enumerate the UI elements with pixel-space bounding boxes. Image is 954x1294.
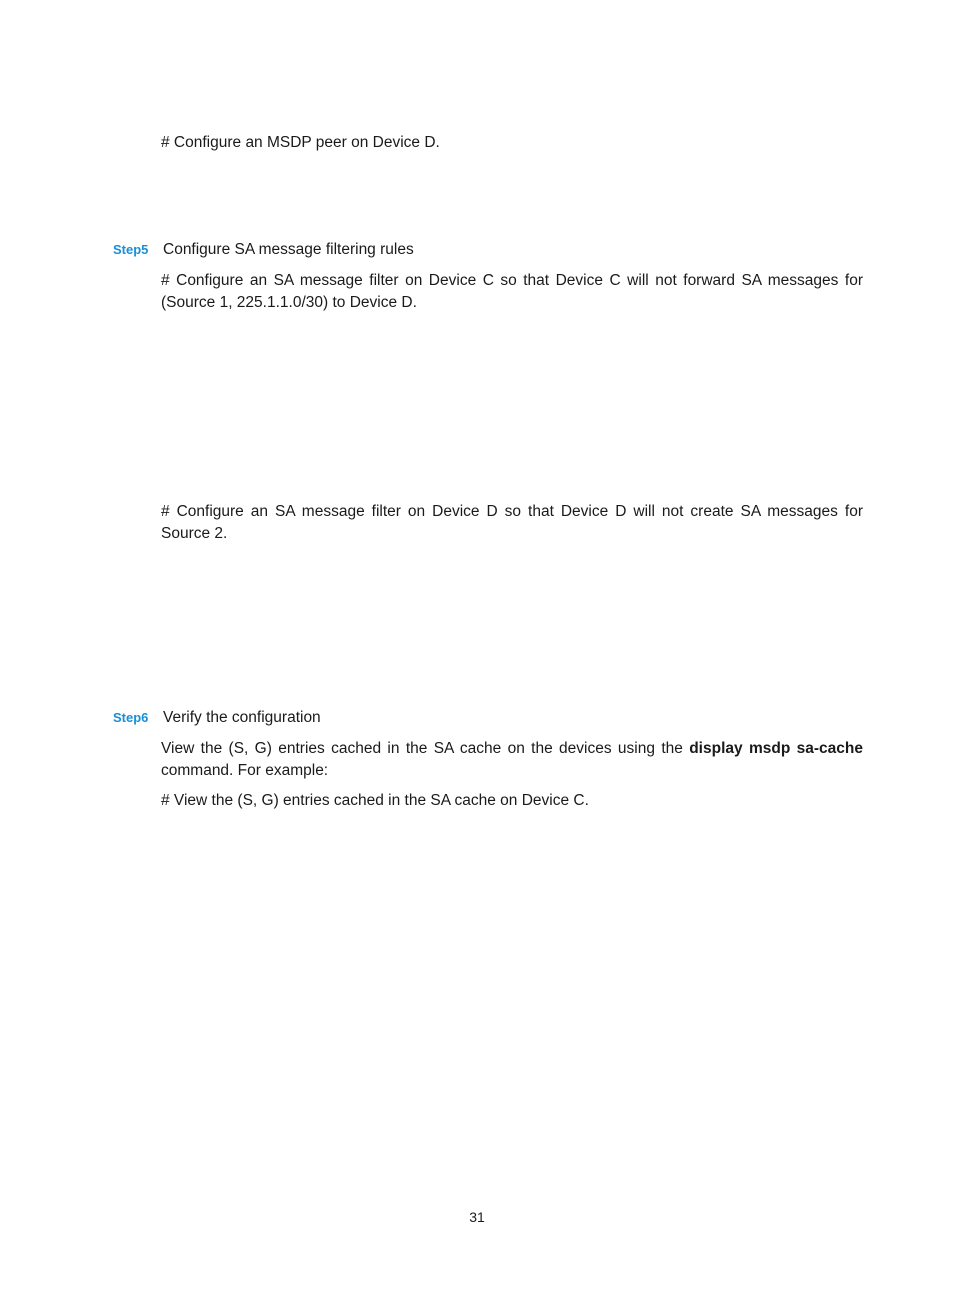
step-6-label: Step6: [113, 710, 149, 725]
paragraph-sa-filter-device-d: # Configure an SA message filter on Device D so that Device D will not create SA messages for Source 2.: [161, 503, 863, 542]
paragraph-configure-peer-device-d: # Configure an MSDP peer on Device D.: [161, 134, 440, 151]
step-5-title: Configure SA message filtering rules: [163, 241, 414, 258]
paragraph-view-sa-cache-device-c: # View the (S, G) entries cached in the SA cache on Device C.: [161, 792, 589, 809]
paragraph-view-sg-entries: [161, 738, 863, 781]
step-5-label: Step5: [113, 242, 149, 257]
paragraph-text-after-command: command. For example:: [161, 761, 329, 779]
paragraph-sa-filter-device-c: # Configure an SA message filter on Device C so that Device C will not forward SA messages for (Source 1, 225.1.1.0/30) to Device D.: [161, 272, 863, 311]
command-display-msdp-sa-cache: display msdp sa-cache: [689, 740, 863, 757]
step-5-heading: [113, 239, 414, 261]
paragraph-text-before-command: View the (S, G) entries cached in the SA cache on the devices using the: [161, 740, 690, 757]
step-6-title: Verify the configuration: [163, 709, 321, 726]
step-6-heading: [113, 707, 321, 729]
page-number: 31: [469, 1209, 485, 1225]
